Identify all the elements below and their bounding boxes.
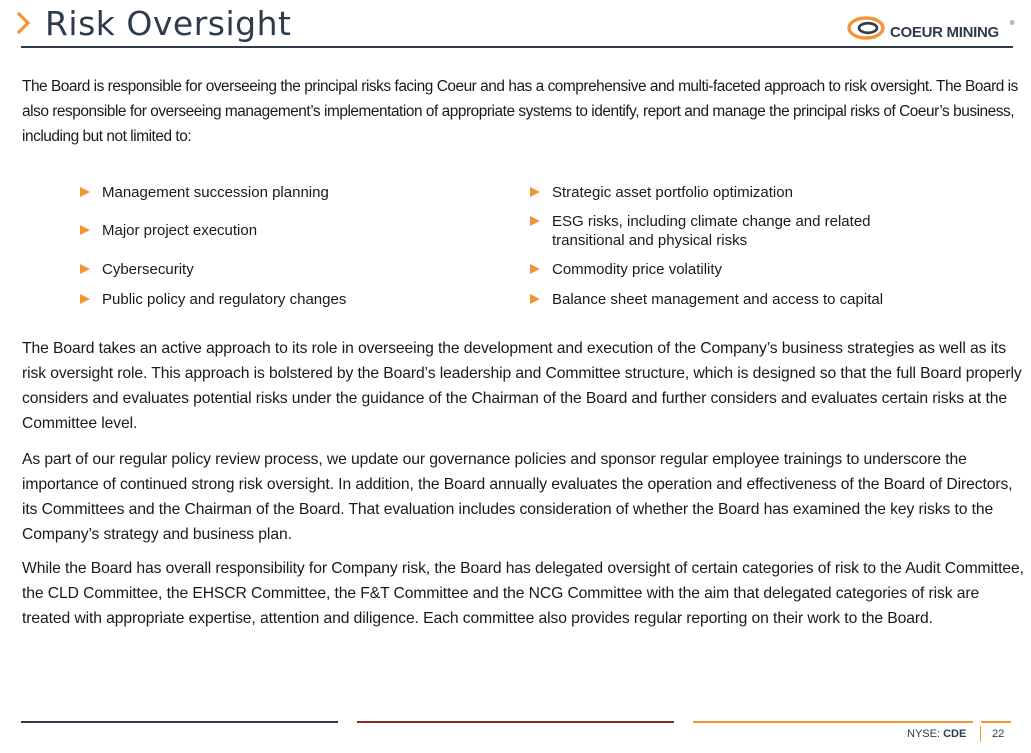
list-item: Major project execution — [80, 221, 482, 240]
bullet-arrow-icon — [530, 187, 540, 197]
body-paragraph: The Board takes an active approach to its role in overseeing the development and execution of the Company’s business strategies as well as its risk oversight role. This approach is bolstered by the Board’s leadership and Committee structure, which is designed so that the full Board properly considers and evaluates potential risks under the guidance of the Chairman of the Board and further considers and evaluates certain risks at the Committee level. — [22, 340, 1022, 432]
page-title: Risk Oversight — [45, 4, 292, 43]
list-item: Public policy and regulatory changes — [80, 290, 482, 309]
bullet-arrow-icon — [80, 187, 90, 197]
bullet-arrow-icon — [80, 264, 90, 274]
footer-rule-maroon — [357, 721, 674, 723]
page-number: 22 — [992, 728, 1005, 740]
list-item: Strategic asset portfolio optimization — [530, 183, 932, 202]
list-item: Commodity price volatility — [530, 260, 932, 279]
bullet-arrow-icon — [530, 294, 540, 304]
coeur-logo-icon — [846, 15, 890, 41]
risk-list — [80, 178, 980, 313]
header-divider — [21, 46, 1013, 48]
bullet-arrow-icon — [530, 216, 540, 226]
bullet-arrow-icon — [80, 225, 90, 235]
logo-text: COEUR MINING — [890, 24, 999, 41]
bullet-arrow-icon — [530, 264, 540, 274]
chevron-right-icon — [16, 12, 32, 34]
company-logo — [846, 15, 1016, 45]
footer-rule-navy — [21, 721, 338, 723]
footer-rule-orange — [693, 721, 973, 723]
intro-paragraph: The Board is responsible for overseeing the principal risks facing Coeur and has a comprehensive and multi-faceted approach to risk oversight. The Board is also responsible for overseeing management’s implementation of appropriate systems to identify, report and manage the principal risks of Coeur’s business, including but not limited to: — [22, 78, 1018, 145]
list-item: Management succession planning — [80, 183, 482, 202]
body-paragraph: As part of our regular policy review process, we update our governance policies and sponsor regular employee trainings to underscore the importance of continued strong risk oversight. In addition, the Board annually evaluates the operation and effectiveness of the Board of Directors, its Committees and the Chairman of the Board. That evaluation includes consideration of whether the Board has examined the key risks to the Company’s strategy and business plan. — [22, 451, 1013, 543]
slide-header — [0, 0, 1031, 50]
footer-ticker: NYSE: CDE — [907, 728, 967, 740]
list-item: Balance sheet management and access to capital — [530, 290, 932, 309]
bullet-arrow-icon — [80, 294, 90, 304]
list-item: ESG risks, including climate change and related transitional and physical risks — [530, 212, 902, 250]
logo-registered-mark: ® — [1010, 21, 1015, 27]
footer-separator — [980, 726, 981, 742]
body-paragraph: While the Board has overall responsibility for Company risk, the Board has delegated oversight of certain categories of risk to the Audit Committee, the CLD Committee, the EHSCR Committee, the F&T Committee and the NCG Committee with the aim that delegated categories of risk are treated with appropriate expertise, attention and diligence. Each committee also provides regular reporting on their work to the Board. — [22, 560, 1024, 627]
list-item: Cybersecurity — [80, 260, 482, 279]
footer-rule-orange-short — [981, 721, 1011, 723]
